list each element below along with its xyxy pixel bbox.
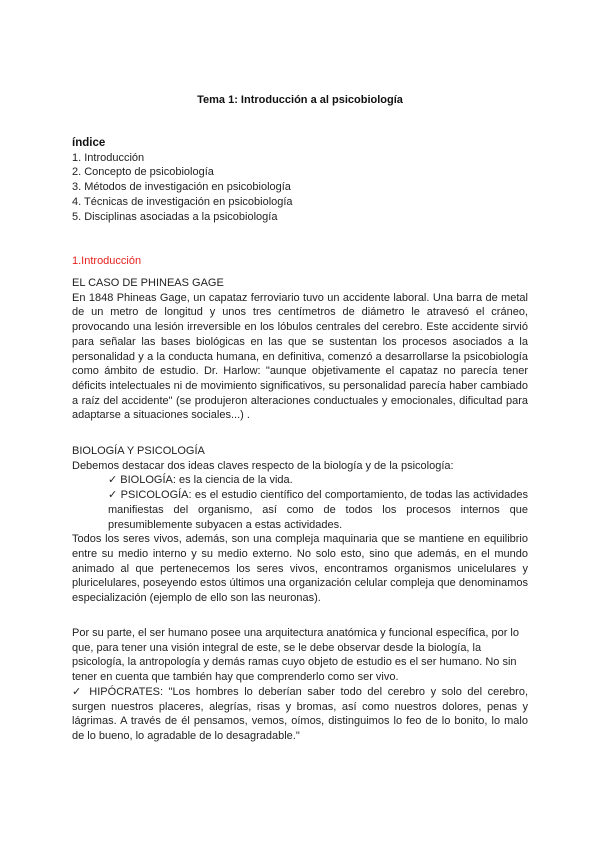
subsection-heading: BIOLOGÍA Y PSICOLOGÍA [72,445,205,457]
index-item: 1. Introducción [72,151,145,164]
index-item: 4. Técnicas de investigación en psicobiología [72,195,293,208]
table-of-contents [72,136,528,224]
subsection-heading: EL CASO DE PHINEAS GAGE [72,277,224,289]
check-item: ✓ PSICOLOGÍA: es el estudio científico del comportamiento, de todas las actividades manifiestas del organismo, así como de todos los procesos internos que presumiblemente subyacen a estas actividades. [108,489,528,531]
paragraph: En 1848 Phineas Gage, un capataz ferroviario tuvo un accidente laboral. Una barra de metal de un metro de longitud y unos tres centímetros de diámetro le atravesó el cráneo, provocando una lesión irreversible en los lóbulos centrales del cerebro. Este accidente sirvió para señalar las bases biológicas en las que se sustentan los procesos asociados a la personalidad y a la conducta humana, en definitiva, comenzó a desarrollarse la psicobiología como ámbito de estudio. Dr. Harlow: "aunque objetivamente el capataz no parecía tener déficits intelectuales ni de movimiento significativos, su personalidad parecía haber cambiado a raíz del accidente" (se produjeron alteraciones conductuales y emocionales, dificultad para adaptarse a situaciones sociales...) . [72,291,528,422]
paragraph: Por su parte, el ser humano posee una arquitectura anatómica y funcional específica, por lo que, para tener una visión integral de este, se le debe observar desde la biología, la psicología, la antropología y demás ramas cuyo objeto de estudio es el ser humano. No sin tener en cuenta que también hay que comprenderlo como ser vivo. [72,627,519,684]
index-item: 5. Disciplinas asociadas a la psicobiología [72,210,278,223]
index-item: 3. Métodos de investigación en psicobiología [72,181,291,194]
check-item: ✓ BIOLOGÍA: es la ciencia de la vida. [108,474,293,487]
paragraph: Debemos destacar dos ideas claves respecto de la biología y de la psicología: [72,459,454,472]
index-item: 2. Concepto de psicobiología [72,166,214,179]
bio-psych-section [72,444,528,606]
document-title: Tema 1: Introducción a al psicobiología [197,94,403,106]
index-heading: índice [72,137,106,149]
gage-section [72,276,528,423]
section-heading: 1.Introducción [72,255,142,267]
hippocrates-quote: ✓ HIPÓCRATES: "Los hombres lo deberían saber todo del cerebro y solo del cerebro, surgen nuestros placeres, alegrías, risas y bromas, así como nuestros dolores, penas y lágrimas. A través de él pensamos, vemos, oímos, distinguimos lo feo de lo bonito, lo malo de lo bueno, lo agradable de lo desagradable." [72,686,528,743]
paragraph: Todos los seres vivos, además, son una compleja maquinaria que se mantiene en equilibrio entre su medio interno y su medio externo. No solo esto, sino que además, en el mundo animado al que pertenecemos los seres vivos, encontramos organismos unicelulares y pluricelulares, poseyendo estos últimos una organización celular compleja que denominamos especialización (ejemplo de ello son las neuronas). [72,533,528,605]
